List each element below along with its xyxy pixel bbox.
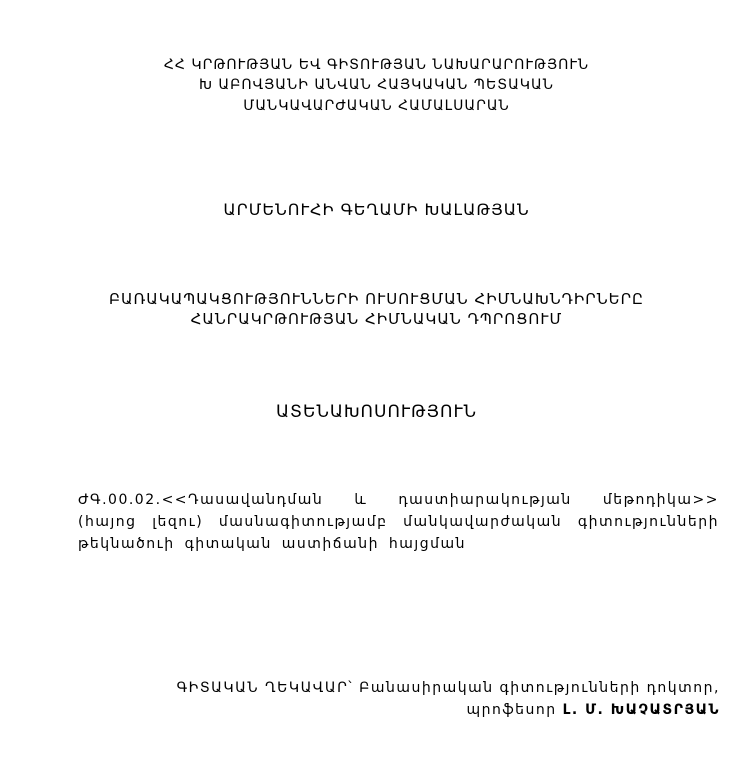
university-name-line-2: ՄԱՆԿԱՎԱՐԺԱԿԱՆ ՀԱՄԱԼՍԱՐԱՆ	[243, 98, 510, 114]
abstract-heading: ԱՏԵՆԱԽՈՍՈՒԹՅՈՒՆ	[276, 402, 477, 422]
specialty-description: ԺԳ.00.02.<<Դասավանդման և դաստիարակության մեթոդիկա>> (հայոց լեզու) մասնագիտությամբ մանկավարժական գիտությունների թեկնածուի գիտական աստիճանի հայցման	[78, 492, 719, 552]
advisor-title: պրոֆեսոր	[466, 702, 563, 718]
advisor-name: Լ. Մ. ԽԱՉԱՏՐՅԱՆ	[562, 702, 720, 718]
thesis-title-line-2: ՀԱՆՐԱԿՐԹՈՒԹՅԱՆ ՀԻՄՆԱԿԱՆ ԴՊՐՈՑՈՒՄ	[190, 310, 563, 328]
advisor-line-2	[100, 699, 720, 721]
scientific-advisor	[100, 677, 720, 721]
author-name: ԱՐՄԵՆՈՒՀԻ ԳԵՂԱՄԻ ԽԱԼԱԹՅԱՆ	[223, 200, 530, 219]
university-name-line-1: Խ ԱԲՈՎՅԱՆԻ ԱՆՎԱՆ ՀԱՅԿԱԿԱՆ ՊԵՏԱԿԱՆ	[199, 77, 554, 93]
thesis-title-line-1: ԲԱՌԱԿԱՊԱԿՑՈՒԹՅՈՒՆՆԵՐԻ ՈՒՍՈՒՑՄԱՆ ՀԻՄՆԱԽՆԴԻՐՆԵՐԸ	[108, 290, 645, 308]
ministry-line: ՀՀ ԿՐԹՈՒԹՅԱՆ ԵՎ ԳԻՏՈՒԹՅԱՆ ՆԱԽԱՐԱՐՈՒԹՅՈՒՆ	[163, 57, 590, 73]
advisor-line-1: ԳԻՏԱԿԱՆ ՂԵԿԱՎԱՐ՝ Բանասիրական գիտությունների դոկտոր,	[176, 680, 720, 696]
